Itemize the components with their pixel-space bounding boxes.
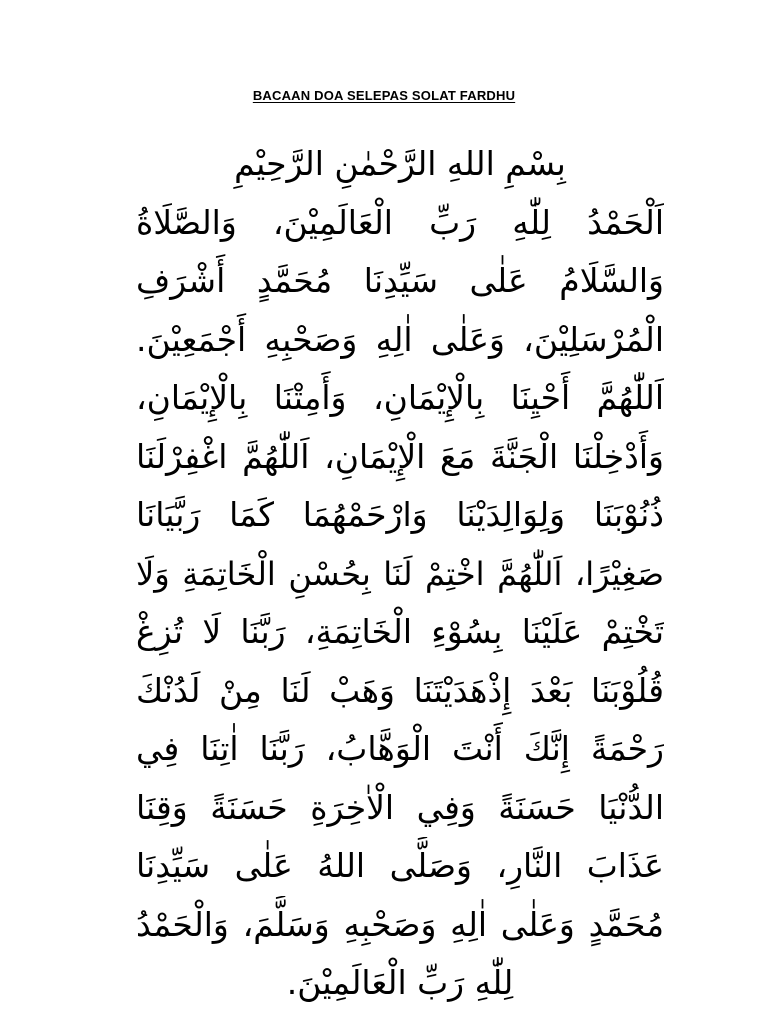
prayer-line: ذُنُوْبَنَا وَلِوَالِدَيْنَا وَارْحَمْهُمَا كَمَا رَبَّيَانَا	[136, 495, 664, 534]
prayer-line: تَخْتِمْ عَلَيْنَا بِسُوْءِ الْخَاتِمَةِ، رَبَّنَا لَا تُزِغْ	[136, 612, 664, 651]
prayer-line: وَالسَّلَامُ عَلٰى سَيِّدِنَا مُحَمَّدٍ أَشْرَفِ	[136, 261, 664, 300]
prayer-line: اَللّٰهُمَّ أَحْيِنَا بِالْإِيْمَانِ، وَأَمِتْنَا بِالْإِيْمَانِ،	[136, 378, 664, 417]
prayer-line-closing: لِلّٰهِ رَبِّ الْعَالَمِيْنَ.	[286, 963, 514, 1002]
prayer-text	[136, 135, 664, 1013]
prayer-line: صَغِيْرًا، اَللّٰهُمَّ اخْتِمْ لَنَا بِحُسْنِ الْخَاتِمَةِ وَلَا	[136, 554, 664, 593]
document-title: BACAAN DOA SELEPAS SOLAT FARDHU	[252, 88, 516, 103]
prayer-line-basmala: بِسْمِ اللهِ الرَّحْمٰنِ الرَّحِيْمِ	[234, 144, 566, 183]
prayer-line: مُحَمَّدٍ وَعَلٰى اٰلِهِ وَصَحْبِهِ وَسَلَّمَ، وَالْحَمْدُ	[136, 904, 664, 944]
prayer-line: عَذَابَ النَّارِ، وَصَلَّى اللهُ عَلٰى سَيِّدِنَا	[136, 846, 664, 885]
prayer-line: رَحْمَةً إِنَّكَ أَنْتَ الْوَهَّابُ، رَبَّنَا اٰتِنَا فِي	[136, 729, 664, 768]
prayer-line: الْمُرْسَلِيْنَ، وَعَلٰى اٰلِهِ وَصَحْبِهِ أَجْمَعِيْنَ.	[136, 319, 664, 359]
prayer-line: اَلْحَمْدُ لِلّٰهِ رَبِّ الْعَالَمِيْنَ، وَالصَّلَاةُ	[136, 202, 664, 242]
prayer-line: قُلُوْبَنَا بَعْدَ إِذْهَدَيْتَنَا وَهَبْ لَنَا مِنْ لَدُنْكَ	[136, 670, 664, 710]
prayer-line: الدُّنْيَا حَسَنَةً وَفِي الْاٰخِرَةِ حَسَنَةً وَقِنَا	[136, 787, 664, 827]
prayer-line: وَأَدْخِلْنَا الْجَنَّةَ مَعَ الْإِيْمَانِ، اَللّٰهُمَّ اغْفِرْلَنَا	[136, 436, 664, 476]
